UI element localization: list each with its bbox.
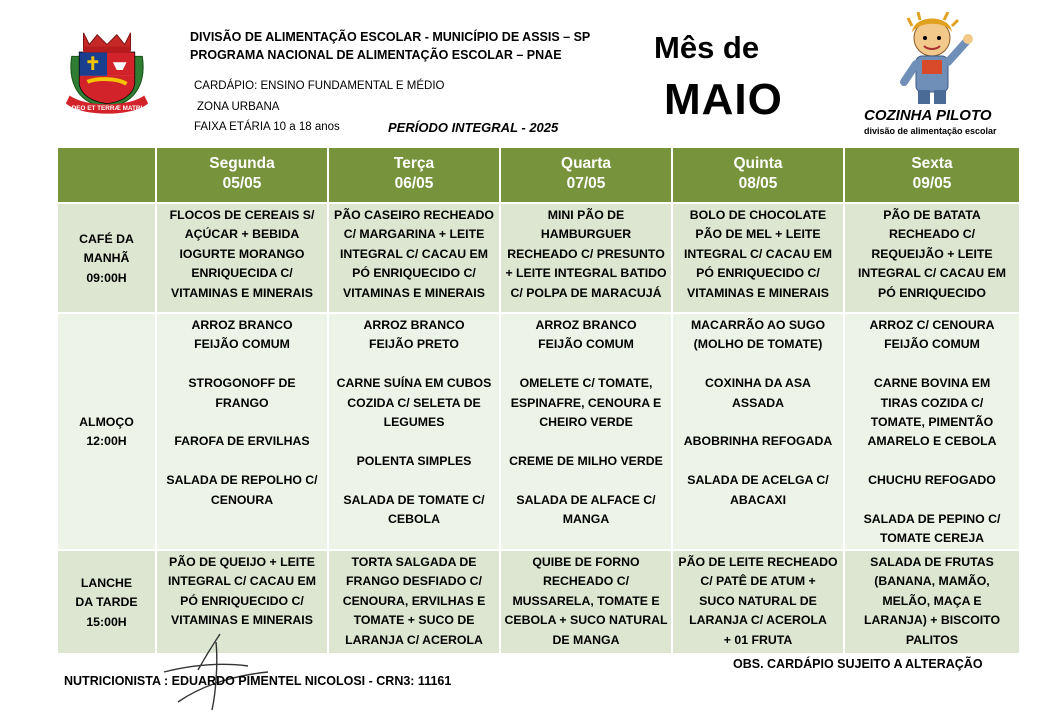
header-program-title: PROGRAMA NACIONAL DE ALIMENTAÇÃO ESCOLAR – PNAE: [190, 48, 562, 62]
handwritten-signature: [158, 632, 278, 712]
day-header-tuesday: Terça 06/05: [328, 147, 500, 203]
day-header-monday: Segunda 05/05: [156, 147, 328, 203]
menu-cell: ARROZ C/ CENOURA FEIJÃO COMUM CARNE BOVINA EM TIRAS COZIDA C/ TOMATE, PIMENTÃO AMARELO E CEBOLA CHUCHU REFOGADO SALADA DE PEPINO C/ TOMATE CEREJA: [844, 313, 1020, 550]
nutritionist-credit: NUTRICIONISTA : EDUARDO PIMENTEL NICOLOSI - CRN3: 11161: [64, 674, 452, 688]
meal-title-breakfast: CAFÉ DA MANHÃ 09:00H: [57, 203, 156, 313]
table-header-row: [57, 147, 1020, 203]
table-row: [57, 313, 1020, 550]
age-range-label: FAIXA ETÁRIA 10 a 18 anos: [194, 121, 340, 133]
brand-subtitle: divisão de alimentação escolar: [864, 126, 997, 136]
menu-cell: BOLO DE CHOCOLATE PÃO DE MEL + LEITE INTEGRAL C/ CACAU EM PÓ ENRIQUECIDO C/ VITAMINAS E MINERAIS: [672, 203, 844, 313]
menu-cell: FLOCOS DE CEREAIS S/ AÇÚCAR + BEBIDA IOGURTE MORANGO ENRIQUECIDA C/ VITAMINAS E MINERAIS: [156, 203, 328, 313]
menu-cell: ARROZ BRANCO FEIJÃO COMUM STROGONOFF DE FRANGO FAROFA DE ERVILHAS SALADA DE REPOLHO C/ CENOURA: [156, 313, 328, 550]
menu-cell: PÃO DE BATATA RECHEADO C/ REQUEIJÃO + LEITE INTEGRAL C/ CACAU EM PÓ ENRIQUECIDO: [844, 203, 1020, 313]
menu-cell: SALADA DE FRUTAS (BANANA, MAMÃO, MELÃO, MAÇA E LARANJA) + BISCOITO PALITOS: [844, 550, 1020, 654]
meal-title-lunch: ALMOÇO 12:00H: [57, 313, 156, 550]
zone-label: ZONA URBANA: [197, 101, 280, 113]
day-header-thursday: Quinta 08/05: [672, 147, 844, 203]
month-name: MAIO: [664, 75, 783, 124]
menu-cell: QUIBE DE FORNO RECHEADO C/ MUSSARELA, TOMATE E CEBOLA + SUCO NATURAL DE MANGA: [500, 550, 672, 654]
menu-cell: MACARRÃO AO SUGO (MOLHO DE TOMATE) COXINHA DA ASA ASSADA ABOBRINHA REFOGADA SALADA DE ACELGA C/ ABACAXI: [672, 313, 844, 550]
municipal-seal-logo: [58, 22, 156, 122]
day-header-friday: Sexta 09/05: [844, 147, 1020, 203]
menu-cell: TORTA SALGADA DE FRANGO DESFIADO C/ CENOURA, ERVILHAS E TOMATE + SUCO DE LARANJA C/ ACEROLA: [328, 550, 500, 654]
menu-change-notice: OBS. CARDÁPIO SUJEITO A ALTERAÇÃO: [733, 657, 983, 671]
day-header-wednesday: Quarta 07/05: [500, 147, 672, 203]
menu-cell: PÃO DE QUEIJO + LEITE INTEGRAL C/ CACAU EM PÓ ENRIQUECIDO C/ VITAMINAS E MINERAIS: [156, 550, 328, 654]
period-label: PERÍODO INTEGRAL - 2025: [388, 120, 559, 135]
table-corner-cell: [57, 147, 156, 203]
menu-cell: ARROZ BRANCO FEIJÃO COMUM OMELETE C/ TOMATE, ESPINAFRE, CENOURA E CHEIRO VERDE CREME DE MILHO VERDE SALADA DE ALFACE C/ MANGA: [500, 313, 672, 550]
menu-cell: PÃO DE LEITE RECHEADO C/ PATÊ DE ATUM + SUCO NATURAL DE LARANJA C/ ACEROLA + 01 FRUTA: [672, 550, 844, 654]
brand-name: COZINHA PILOTO: [864, 107, 992, 124]
menu-type-label: CARDÁPIO: ENSINO FUNDAMENTAL E MÉDIO: [194, 80, 445, 92]
svg-text:DEO ET TERRÆ MATRI: DEO ET TERRÆ MATRI: [71, 105, 143, 113]
menu-cell: ARROZ BRANCO FEIJÃO PRETO CARNE SUÍNA EM CUBOS COZIDA C/ SELETA DE LEGUMES POLENTA SIMPLES SALADA DE TOMATE C/ CEBOLA: [328, 313, 500, 550]
table-row: [57, 203, 1020, 313]
menu-cell: MINI PÃO DE HAMBURGUER RECHEADO C/ PRESUNTO + LEITE INTEGRAL BATIDO C/ POLPA DE MARACUJÁ: [500, 203, 672, 313]
month-label: Mês de: [654, 30, 760, 65]
weekly-menu-table: [56, 146, 1021, 655]
header-division-title: DIVISÃO DE ALIMENTAÇÃO ESCOLAR - MUNICÍPIO DE ASSIS – SP: [190, 30, 591, 44]
meal-title-afternoon-snack: LANCHE DA TARDE 15:00H: [57, 550, 156, 654]
menu-cell: PÃO CASEIRO RECHEADO C/ MARGARINA + LEITE INTEGRAL C/ CACAU EM PÓ ENRIQUECIDO C/ VITAMINAS E MINERAIS: [328, 203, 500, 313]
